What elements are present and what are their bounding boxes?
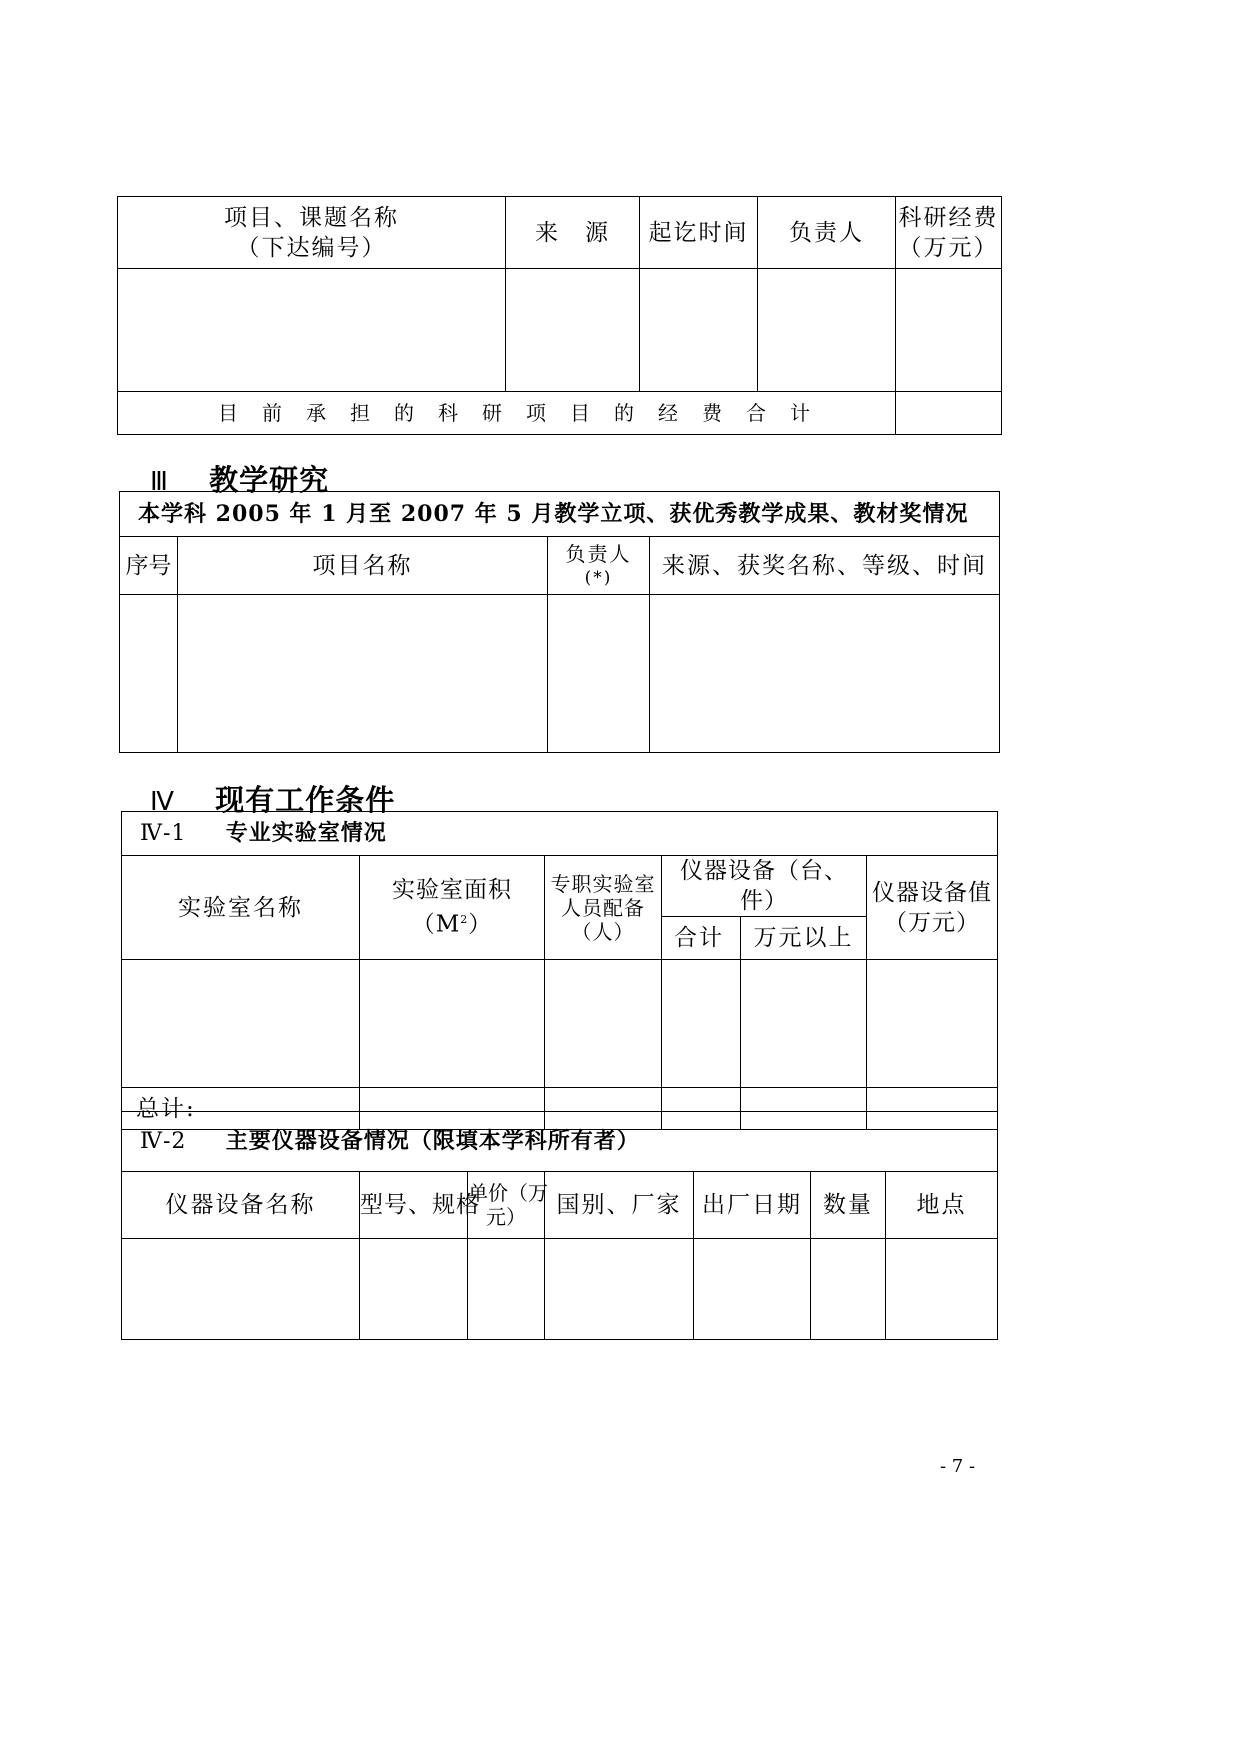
header-funding: 科研经费 （万元） — [896, 197, 1002, 269]
table-caption-row — [122, 1112, 998, 1172]
header-equipment-total: 合计 — [662, 917, 741, 960]
equipment-table — [121, 1111, 998, 1340]
header-equipment: 仪器设备（台、件） — [662, 856, 867, 917]
labs-table — [121, 811, 998, 1130]
table-header-row — [122, 856, 998, 917]
section-3-title: 教学研究 — [209, 463, 330, 497]
country-maker-cell[interactable] — [545, 1239, 694, 1340]
research-projects-table — [117, 196, 1002, 435]
teaching-research-table — [119, 491, 1000, 753]
section-4-title: 现有工作条件 — [215, 783, 396, 817]
period-cell[interactable] — [640, 269, 758, 392]
manufacture-date-cell[interactable] — [694, 1239, 811, 1340]
equipment-total-cell[interactable] — [662, 960, 741, 1088]
header-quantity: 数量 — [811, 1172, 886, 1239]
header-index: 序号 — [120, 537, 178, 595]
leader-cell[interactable] — [548, 595, 650, 753]
header-project-name: 项目、课题名称 （下达编号） — [118, 197, 506, 269]
index-cell[interactable] — [120, 595, 178, 753]
header-source-award: 来源、获奖名称、等级、时间 — [650, 537, 1000, 595]
header-location: 地点 — [886, 1172, 998, 1239]
header-lab-area: 实验室面积$(M^2)$ — [360, 856, 545, 960]
leader-cell[interactable] — [758, 269, 896, 392]
table-row — [118, 269, 1002, 392]
model-cell[interactable] — [360, 1239, 468, 1340]
table-row — [120, 595, 1000, 753]
equipment-name-cell[interactable] — [122, 1239, 360, 1340]
total-label: 目前承担的科研项目的经费合计 — [118, 392, 896, 435]
staff-cell[interactable] — [545, 960, 662, 1088]
header-project-name: 项目名称 — [178, 537, 548, 595]
header-equipment-over: 万元以上 — [741, 917, 867, 960]
header-price: 单价（万 元） — [468, 1172, 545, 1239]
header-period: 起讫时间 — [640, 197, 758, 269]
table-caption-row — [122, 812, 998, 856]
section-4-numeral: Ⅳ — [150, 787, 175, 817]
project-name-cell[interactable] — [118, 269, 506, 392]
labs-table-caption: Ⅳ-1 专业实验室情况 — [122, 812, 998, 856]
equipment-table-caption: Ⅳ-2 主要仪器设备情况（限填本学科所有者） — [122, 1112, 998, 1172]
equipment-over-cell[interactable] — [741, 960, 867, 1088]
price-cell[interactable] — [468, 1239, 545, 1340]
funding-cell[interactable] — [896, 269, 1002, 392]
table-header-row — [120, 537, 1000, 595]
header-staff: 专职实验室 人员配备 （人） — [545, 856, 662, 960]
header-leader: 负责人 (*) — [548, 537, 650, 595]
page-number: - 7 - — [940, 1456, 976, 1477]
header-manufacture-date: 出厂日期 — [694, 1172, 811, 1239]
table-header-row — [122, 1172, 998, 1239]
header-equipment-name: 仪器设备名称 — [122, 1172, 360, 1239]
lab-area-cell[interactable] — [360, 960, 545, 1088]
labs-total-label: 总计: — [122, 1088, 360, 1130]
quantity-cell[interactable] — [811, 1239, 886, 1340]
table-row — [122, 960, 998, 1088]
teaching-table-caption: 本学科 2005 年 1 月至 2007 年 5 月教学立项、获优秀教学成果、教材奖情况 — [120, 492, 1000, 537]
table-row — [122, 1239, 998, 1340]
header-equipment-value: 仪器设备值 （万元） — [867, 856, 998, 960]
table-caption-row — [120, 492, 1000, 537]
lab-name-cell[interactable] — [122, 960, 360, 1088]
source-award-cell[interactable] — [650, 595, 1000, 753]
header-model: 型号、规格 — [360, 1172, 468, 1239]
header-source: 来 源 — [506, 197, 640, 269]
equipment-value-cell[interactable] — [867, 960, 998, 1088]
table-header-row — [118, 197, 1002, 269]
source-cell[interactable] — [506, 269, 640, 392]
total-row — [118, 392, 1002, 435]
header-lab-name: 实验室名称 — [122, 856, 360, 960]
project-name-cell[interactable] — [178, 595, 548, 753]
header-country-maker: 国别、厂家 — [545, 1172, 694, 1239]
total-funding-cell[interactable] — [896, 392, 1002, 435]
location-cell[interactable] — [886, 1239, 998, 1340]
section-3-numeral: Ⅲ — [150, 467, 169, 497]
header-leader: 负责人 — [758, 197, 896, 269]
